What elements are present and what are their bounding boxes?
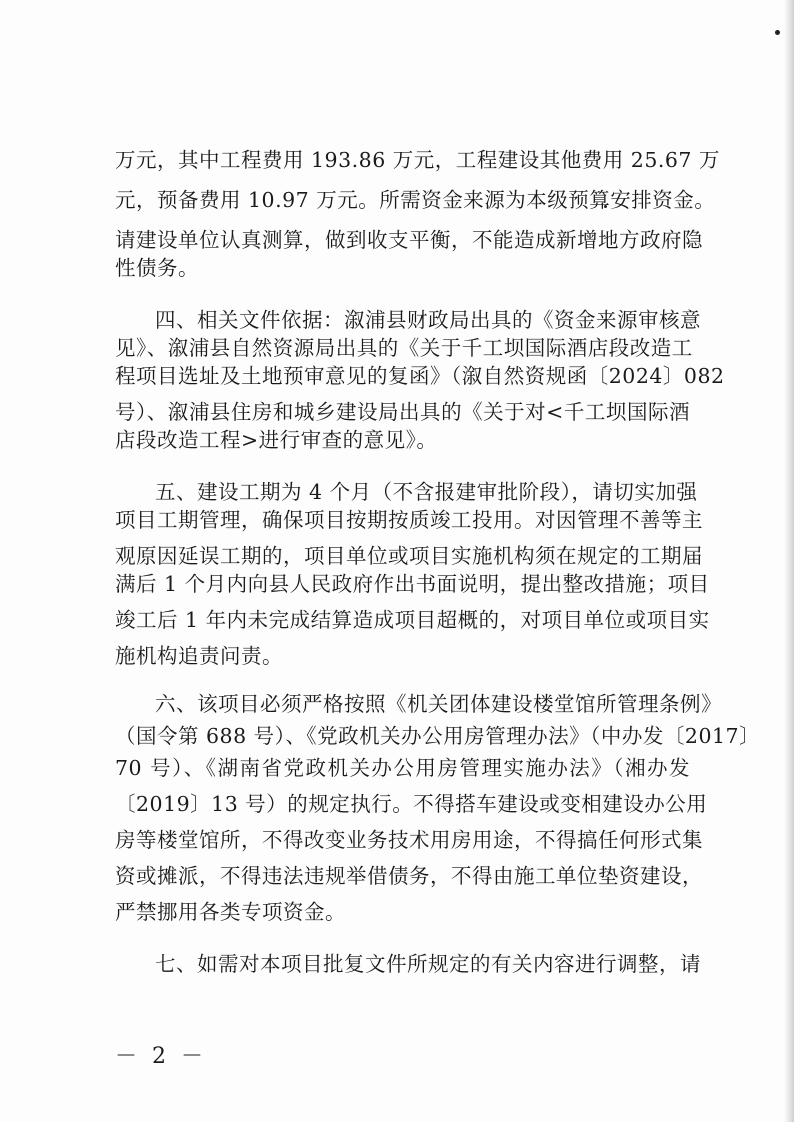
- text-line: 满后 1 个月内向县人民政府作出书面说明，提出整改措施；项目: [115, 572, 710, 596]
- text-line: 号）、溆浦县住房和城乡建设局出具的《关于对<千工坝国际酒: [115, 400, 690, 424]
- text-line: 七、如需对本项目批复文件所规定的有关内容进行调整，请: [155, 952, 701, 976]
- text-line: 70 号）、《湖南省党政机关办公用房管理实施办法》（湘办发: [115, 756, 690, 780]
- text-line: 四、相关文件依据：溆浦县财政局出具的《资金来源审核意: [155, 308, 701, 332]
- text-line: 竣工后 1 年内未完成结算造成项目超概的，对项目单位或项目实: [115, 608, 710, 632]
- page-number: － 2 －: [115, 1044, 207, 1069]
- text-line: 〔2019〕13 号）的规定执行。不得搭车建设或变相建设办公用: [115, 792, 708, 816]
- text-line: 六、该项目必须严格按照《机关团体建设楼堂馆所管理条例》: [155, 692, 722, 716]
- text-line: 资或摊派，不得违法违规举借债务，不得由施工单位垫资建设，: [115, 864, 703, 888]
- text-line: 项目工期管理，确保项目按期按质竣工投用。对因管理不善等主: [115, 508, 703, 532]
- text-line: 见》、溆浦县自然资源局出具的《关于千工坝国际酒店段改造工: [115, 336, 693, 360]
- text-line: 元，预备费用 10.97 万元。所需资金来源为本级预算安排资金。: [115, 188, 716, 212]
- scan-speck: [775, 30, 780, 35]
- text-line: 房等楼堂馆所，不得改变业务技术用房用途，不得搞任何形式集: [115, 828, 703, 852]
- text-line: 店段改造工程>进行审查的意见》。: [115, 428, 438, 452]
- text-line: 请建设单位认真测算，做到收支平衡，不能造成新增地方政府隐: [115, 228, 703, 252]
- text-line: 观原因延误工期的，项目单位或项目实施机构须在规定的工期届: [115, 544, 703, 568]
- text-line: （国令第 688 号）、《党政机关办公用房管理办法》（中办发〔2017〕: [115, 724, 761, 748]
- text-line: 性债务。: [115, 256, 199, 280]
- text-line: 五、建设工期为 4 个月（不含报建审批阶段），请切实加强: [155, 480, 698, 504]
- text-line: 施机构追责问责。: [115, 644, 283, 668]
- scan-edge-shadow: [784, 0, 794, 1122]
- text-line: 严禁挪用各类专项资金。: [115, 900, 346, 924]
- text-line: 程项目选址及土地预审意见的复函》（溆自然资规函〔2024〕082: [115, 364, 725, 388]
- text-line: 万元，其中工程费用 193.86 万元，工程建设其他费用 25.67 万: [115, 148, 720, 172]
